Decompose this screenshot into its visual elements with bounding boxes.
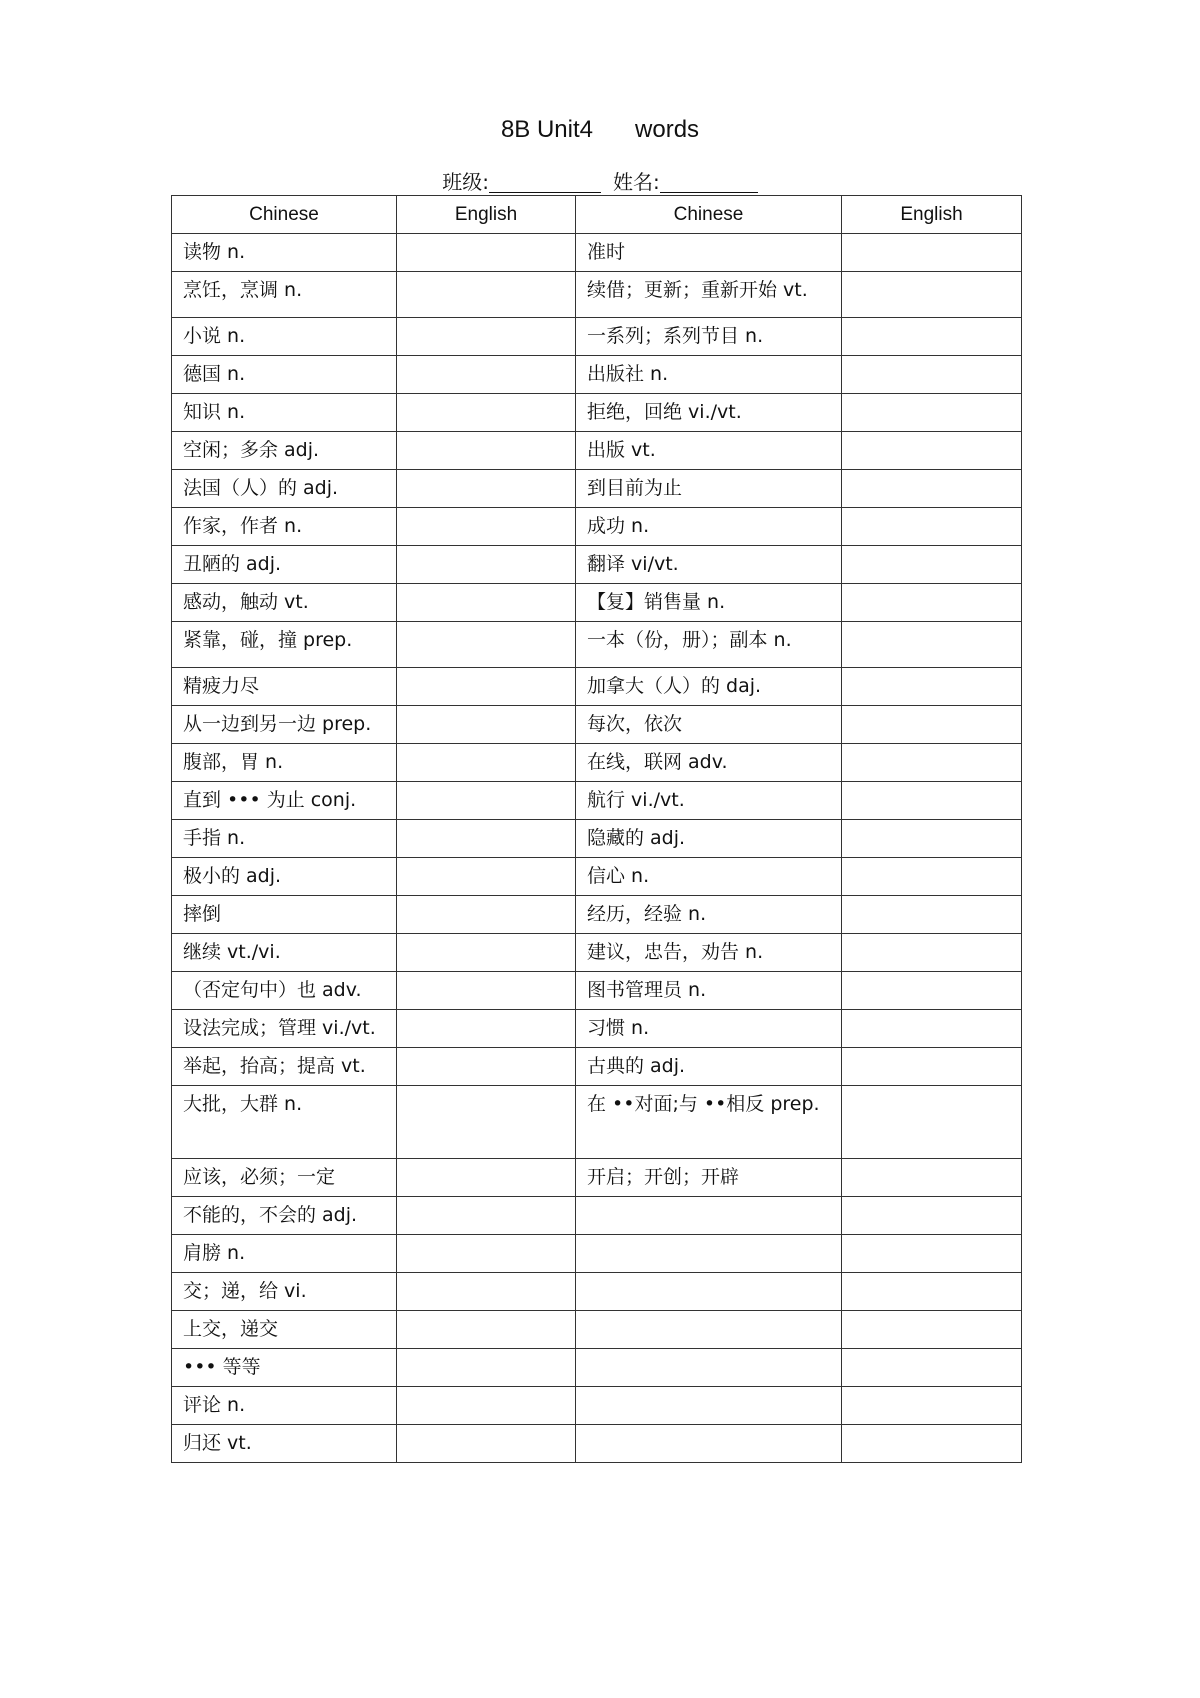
- chinese-cell-right: 一系列；系列节目 n.: [576, 318, 842, 356]
- chinese-cell-left: 读物 n.: [172, 234, 397, 272]
- english-answer-right[interactable]: [842, 234, 1022, 272]
- english-answer-left[interactable]: [397, 1311, 576, 1349]
- english-answer-left[interactable]: [397, 584, 576, 622]
- english-answer-left[interactable]: [397, 1349, 576, 1387]
- chinese-cell-left: 极小的 adj.: [172, 858, 397, 896]
- english-answer-right[interactable]: [842, 1048, 1022, 1086]
- english-answer-left[interactable]: [397, 820, 576, 858]
- english-answer-right[interactable]: [842, 622, 1022, 668]
- english-answer-left[interactable]: [397, 1425, 576, 1463]
- english-answer-right[interactable]: [842, 744, 1022, 782]
- chinese-cell-left: 德国 n.: [172, 356, 397, 394]
- english-answer-left[interactable]: [397, 744, 576, 782]
- chinese-cell-left: 继续 vt./vi.: [172, 934, 397, 972]
- name-blank[interactable]: [660, 172, 758, 193]
- header-chinese-2: Chinese: [576, 196, 842, 234]
- name-label: 姓名:: [613, 170, 660, 194]
- table-row: [172, 356, 1022, 394]
- chinese-cell-right: [576, 1273, 842, 1311]
- chinese-cell-left: 设法完成；管理 vi./vt.: [172, 1010, 397, 1048]
- chinese-cell-left: 评论 n.: [172, 1387, 397, 1425]
- chinese-cell-right: 每次，依次: [576, 706, 842, 744]
- chinese-cell-right: [576, 1311, 842, 1349]
- chinese-cell-right: [576, 1235, 842, 1273]
- table-row: [172, 1425, 1022, 1463]
- table-row: [172, 668, 1022, 706]
- english-answer-right[interactable]: [842, 706, 1022, 744]
- chinese-cell-right: 翻译 vi/vt.: [576, 546, 842, 584]
- table-header-row: [172, 196, 1022, 234]
- chinese-cell-right: 到目前为止: [576, 470, 842, 508]
- table-row: [172, 858, 1022, 896]
- english-answer-right[interactable]: [842, 356, 1022, 394]
- table-row: [172, 394, 1022, 432]
- english-answer-left[interactable]: [397, 1197, 576, 1235]
- chinese-cell-right: 在 ••对面;与 ••相反 prep.: [576, 1086, 842, 1159]
- title-unit: 8B Unit4: [500, 116, 594, 143]
- english-answer-left[interactable]: [397, 234, 576, 272]
- header-chinese-1: Chinese: [172, 196, 397, 234]
- class-label: 班级:: [442, 170, 489, 194]
- english-answer-left[interactable]: [397, 432, 576, 470]
- chinese-cell-left: 不能的，不会的 adj.: [172, 1197, 397, 1235]
- vocabulary-table: [171, 195, 1022, 1463]
- english-answer-left[interactable]: [397, 394, 576, 432]
- english-answer-left[interactable]: [397, 318, 576, 356]
- chinese-cell-left: 感动，触动 vt.: [172, 584, 397, 622]
- chinese-cell-left: （否定句中）也 adv.: [172, 972, 397, 1010]
- english-answer-left[interactable]: [397, 858, 576, 896]
- chinese-cell-right: 习惯 n.: [576, 1010, 842, 1048]
- english-answer-right[interactable]: [842, 782, 1022, 820]
- chinese-cell-right: [576, 1387, 842, 1425]
- english-answer-left[interactable]: [397, 972, 576, 1010]
- english-answer-left[interactable]: [397, 1048, 576, 1086]
- english-answer-right[interactable]: [842, 1235, 1022, 1273]
- table-row: [172, 1273, 1022, 1311]
- english-answer-right[interactable]: [842, 546, 1022, 584]
- english-answer-left[interactable]: [397, 356, 576, 394]
- chinese-cell-right: 经历，经验 n.: [576, 896, 842, 934]
- english-answer-right[interactable]: [842, 272, 1022, 318]
- table-row: [172, 272, 1022, 318]
- english-answer-left[interactable]: [397, 668, 576, 706]
- english-answer-right[interactable]: [842, 1159, 1022, 1197]
- table-row: [172, 1197, 1022, 1235]
- english-answer-right[interactable]: [842, 318, 1022, 356]
- chinese-cell-left: 空闲；多余 adj.: [172, 432, 397, 470]
- english-answer-left[interactable]: [397, 546, 576, 584]
- english-answer-right[interactable]: [842, 1425, 1022, 1463]
- chinese-cell-right: 航行 vi./vt.: [576, 782, 842, 820]
- page-title: [0, 116, 1200, 144]
- chinese-cell-right: 开启；开创；开辟: [576, 1159, 842, 1197]
- table-row: [172, 508, 1022, 546]
- table-row: [172, 934, 1022, 972]
- table-row: [172, 584, 1022, 622]
- chinese-cell-left: 作家，作者 n.: [172, 508, 397, 546]
- table-row: [172, 1235, 1022, 1273]
- english-answer-right[interactable]: [842, 1086, 1022, 1159]
- table-row: [172, 234, 1022, 272]
- table-row: [172, 432, 1022, 470]
- header-english-2: English: [842, 196, 1022, 234]
- table-row: [172, 706, 1022, 744]
- chinese-cell-right: 成功 n.: [576, 508, 842, 546]
- english-answer-right[interactable]: [842, 934, 1022, 972]
- table-row: [172, 1311, 1022, 1349]
- english-answer-right[interactable]: [842, 1349, 1022, 1387]
- english-answer-right[interactable]: [842, 858, 1022, 896]
- english-answer-right[interactable]: [842, 896, 1022, 934]
- english-answer-left[interactable]: [397, 934, 576, 972]
- chinese-cell-right: 信心 n.: [576, 858, 842, 896]
- english-answer-right[interactable]: [842, 470, 1022, 508]
- english-answer-right[interactable]: [842, 394, 1022, 432]
- chinese-cell-left: 从一边到另一边 prep.: [172, 706, 397, 744]
- chinese-cell-left: 手指 n.: [172, 820, 397, 858]
- chinese-cell-right: 拒绝，回绝 vi./vt.: [576, 394, 842, 432]
- english-answer-right[interactable]: [842, 972, 1022, 1010]
- table-row: [172, 1159, 1022, 1197]
- english-answer-left[interactable]: [397, 1010, 576, 1048]
- chinese-cell-left: 摔倒: [172, 896, 397, 934]
- english-answer-left[interactable]: [397, 782, 576, 820]
- chinese-cell-right: 在线，联网 adv.: [576, 744, 842, 782]
- chinese-cell-right: 【复】销售量 n.: [576, 584, 842, 622]
- table-row: [172, 1387, 1022, 1425]
- english-answer-right[interactable]: [842, 1010, 1022, 1048]
- header-english-1: English: [397, 196, 576, 234]
- english-answer-left[interactable]: [397, 706, 576, 744]
- english-answer-left[interactable]: [397, 1159, 576, 1197]
- table-row: [172, 318, 1022, 356]
- chinese-cell-right: [576, 1425, 842, 1463]
- english-answer-right[interactable]: [842, 668, 1022, 706]
- chinese-cell-left: 烹饪，烹调 n.: [172, 272, 397, 318]
- table-row: [172, 896, 1022, 934]
- class-blank[interactable]: [489, 172, 601, 193]
- chinese-cell-right: 出版 vt.: [576, 432, 842, 470]
- chinese-cell-left: 举起，抬高；提高 vt.: [172, 1048, 397, 1086]
- chinese-cell-right: 出版社 n.: [576, 356, 842, 394]
- english-answer-right[interactable]: [842, 584, 1022, 622]
- english-answer-left[interactable]: [397, 1086, 576, 1159]
- chinese-cell-left: 小说 n.: [172, 318, 397, 356]
- chinese-cell-right: 图书管理员 n.: [576, 972, 842, 1010]
- chinese-cell-left: 法国（人）的 adj.: [172, 470, 397, 508]
- chinese-cell-left: 知识 n.: [172, 394, 397, 432]
- chinese-cell-right: 古典的 adj.: [576, 1048, 842, 1086]
- table-row: [172, 622, 1022, 668]
- chinese-cell-left: 交；递，给 vi.: [172, 1273, 397, 1311]
- chinese-cell-left: 丑陋的 adj.: [172, 546, 397, 584]
- chinese-cell-right: 加拿大（人）的 daj.: [576, 668, 842, 706]
- chinese-cell-left: 精疲力尽: [172, 668, 397, 706]
- chinese-cell-left: 肩膀 n.: [172, 1235, 397, 1273]
- table-row: [172, 1048, 1022, 1086]
- english-answer-left[interactable]: [397, 896, 576, 934]
- english-answer-right[interactable]: [842, 432, 1022, 470]
- table-row: [172, 744, 1022, 782]
- english-answer-left[interactable]: [397, 272, 576, 318]
- chinese-cell-right: 准时: [576, 234, 842, 272]
- chinese-cell-right: 续借；更新；重新开始 vt.: [576, 272, 842, 318]
- chinese-cell-left: 直到 ••• 为止 conj.: [172, 782, 397, 820]
- chinese-cell-left: 腹部，胃 n.: [172, 744, 397, 782]
- chinese-cell-right: 一本（份，册）；副本 n.: [576, 622, 842, 668]
- english-answer-right[interactable]: [842, 1387, 1022, 1425]
- english-answer-right[interactable]: [842, 1197, 1022, 1235]
- chinese-cell-right: [576, 1197, 842, 1235]
- english-answer-left[interactable]: [397, 470, 576, 508]
- chinese-cell-left: ••• 等等: [172, 1349, 397, 1387]
- english-answer-left[interactable]: [397, 508, 576, 546]
- chinese-cell-left: 紧靠，碰，撞 prep.: [172, 622, 397, 668]
- table-row: [172, 820, 1022, 858]
- chinese-cell-right: [576, 1349, 842, 1387]
- english-answer-left[interactable]: [397, 1273, 576, 1311]
- table-row: [172, 1349, 1022, 1387]
- english-answer-left[interactable]: [397, 1235, 576, 1273]
- table-row: [172, 470, 1022, 508]
- english-answer-right[interactable]: [842, 820, 1022, 858]
- english-answer-left[interactable]: [397, 622, 576, 668]
- english-answer-right[interactable]: [842, 1273, 1022, 1311]
- table-row: [172, 546, 1022, 584]
- chinese-cell-right: 隐藏的 adj.: [576, 820, 842, 858]
- table-row: [172, 1086, 1022, 1159]
- chinese-cell-left: 大批，大群 n.: [172, 1086, 397, 1159]
- english-answer-right[interactable]: [842, 1311, 1022, 1349]
- chinese-cell-left: 应该，必须；一定: [172, 1159, 397, 1197]
- student-info: [0, 166, 1200, 195]
- table-row: [172, 1010, 1022, 1048]
- title-words: words: [635, 116, 700, 143]
- english-answer-right[interactable]: [842, 508, 1022, 546]
- chinese-cell-right: 建议，忠告，劝告 n.: [576, 934, 842, 972]
- chinese-cell-left: 上交，递交: [172, 1311, 397, 1349]
- table-row: [172, 782, 1022, 820]
- chinese-cell-left: 归还 vt.: [172, 1425, 397, 1463]
- table-row: [172, 972, 1022, 1010]
- english-answer-left[interactable]: [397, 1387, 576, 1425]
